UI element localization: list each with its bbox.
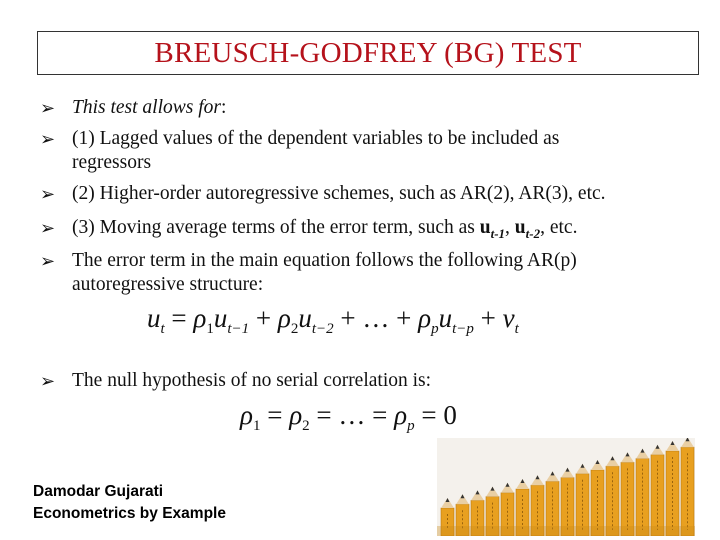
null-hypothesis-equation: $\rho_1 = \rho_2$ = … = $\rho_p = 0$ bbox=[240, 400, 457, 434]
slide-title: BREUSCH-GODFREY (BG) TEST bbox=[154, 36, 582, 69]
arrowhead-bullet-icon: ➢ bbox=[40, 129, 56, 150]
ar-equation: $u_t = \rho_1u_{t-1} + \rho_2u_{t-2}$ + … + $\rho_pu_{t-p} + v_t$ bbox=[147, 303, 519, 337]
arrowhead-bullet-icon: ➢ bbox=[40, 251, 56, 272]
bullet-text: (1) Lagged values of the dependent variables to be included as bbox=[72, 128, 560, 149]
bullet-list: ➢ This test allows for: ➢ (1) Lagged values of the dependent variables to be included as regressors ➢ (2) Higher-order autoregressive schemes, such as AR(2), AR(3), etc. ➢ (3) Moving average terms of the error term, such as $u_{t-1}$, $u_{t-2}$, etc. ➢ The error term in the main equation follows the following AR(p) autoregressive structure: ➢ The null hypothesis of no serial correlation is: bbox=[0, 0, 720, 540]
bullet-text: (2) Higher-order autoregressive schemes, such as AR(2), AR(3), etc. bbox=[72, 183, 606, 204]
footer-attribution bbox=[33, 481, 226, 525]
book-title: Econometrics by Example bbox=[33, 505, 226, 522]
bullet-text: (3) Moving average terms of the error term, such as bbox=[72, 217, 480, 238]
author-name: Damodar Gujarati bbox=[33, 483, 164, 500]
bullet-text: The null hypothesis of no serial correlation is: bbox=[72, 370, 432, 391]
pencils-image bbox=[437, 438, 695, 536]
arrowhead-bullet-icon: ➢ bbox=[40, 218, 56, 239]
bullet-text: The error term in the main equation follows the following AR(p) bbox=[72, 250, 577, 271]
pencil-body bbox=[651, 455, 664, 536]
bullet-text-continued: regressors bbox=[72, 152, 152, 173]
arrowhead-bullet-icon: ➢ bbox=[40, 184, 56, 205]
bullet-text: This test allows for bbox=[72, 97, 221, 118]
bullet-text-continued: autoregressive structure: bbox=[72, 274, 264, 295]
arrowhead-bullet-icon: ➢ bbox=[40, 371, 56, 392]
arrowhead-bullet-icon: ➢ bbox=[40, 98, 56, 119]
